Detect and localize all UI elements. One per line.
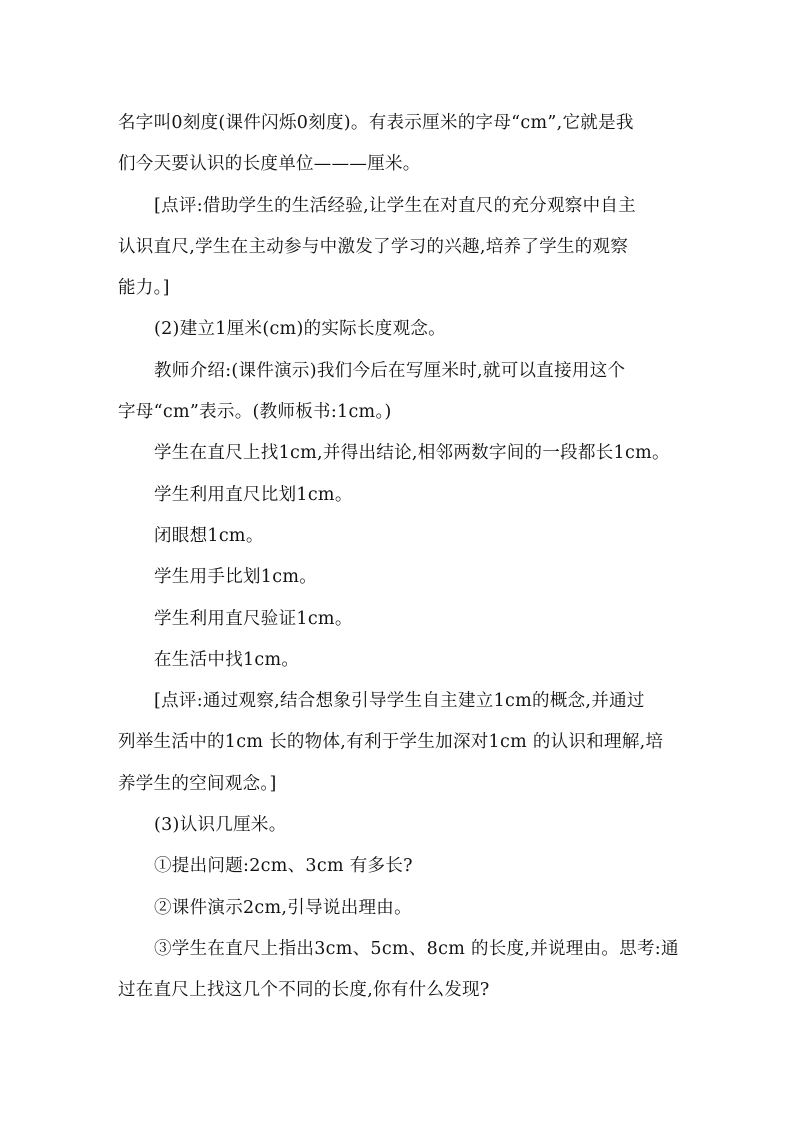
text-line: [点评:借助学生的生活经验,让学生在对直尺的充分观察中自主: [154, 195, 636, 216]
text-line: ③学生在直尺上指出3cm、5cm、8cm 的长度,并说理由。思考:通: [154, 938, 679, 959]
text-line: 认识直尺,学生在主动参与中激发了学习的兴趣,培养了学生的观察: [118, 236, 629, 257]
text-line: 闭眼想1cm。: [154, 525, 264, 546]
text-line: (3)认识几厘米。: [154, 815, 287, 836]
text-line: 养学生的空间观念。]: [118, 773, 277, 794]
text-line: 过在直尺上找这几个不同的长度,你有什么发现?: [118, 980, 490, 1001]
document-body: [118, 103, 688, 1012]
text-line: 教师介绍:(课件演示)我们今后在写厘米时,就可以直接用这个: [154, 360, 626, 381]
text-line: 能力。]: [118, 278, 170, 299]
text-line: 学生利用直尺验证1cm。: [154, 608, 353, 629]
text-line: 们今天要认识的长度单位———厘米。: [118, 154, 421, 175]
text-line: ②课件演示2cm,引导说出理由。: [154, 897, 412, 918]
text-line: (2)建立1厘米(cm)的实际长度观念。: [154, 319, 446, 340]
text-line: [点评:通过观察,结合想象引导学生自主建立1cm的概念,并通过: [154, 691, 645, 712]
text-line: 在生活中找1cm。: [154, 649, 300, 670]
text-line: 字母“cm”表示。(教师板书:1cm。): [118, 402, 392, 423]
text-line: 学生利用直尺比划1cm。: [154, 484, 353, 505]
text-line: 学生在直尺上找1cm,并得出结论,相邻两数字间的一段都长1cm。: [154, 443, 670, 464]
text-line: 列举生活中的1cm 长的物体,有利于学生加深对1cm 的认识和理解,培: [118, 732, 664, 753]
text-line: 学生用手比划1cm。: [154, 567, 318, 588]
text-line: ①提出问题:2cm、3cm 有多长?: [154, 856, 413, 877]
text-line: 名字叫0刻度(课件闪烁0刻度)。有表示厘米的字母“cm”,它就是我: [118, 113, 634, 133]
